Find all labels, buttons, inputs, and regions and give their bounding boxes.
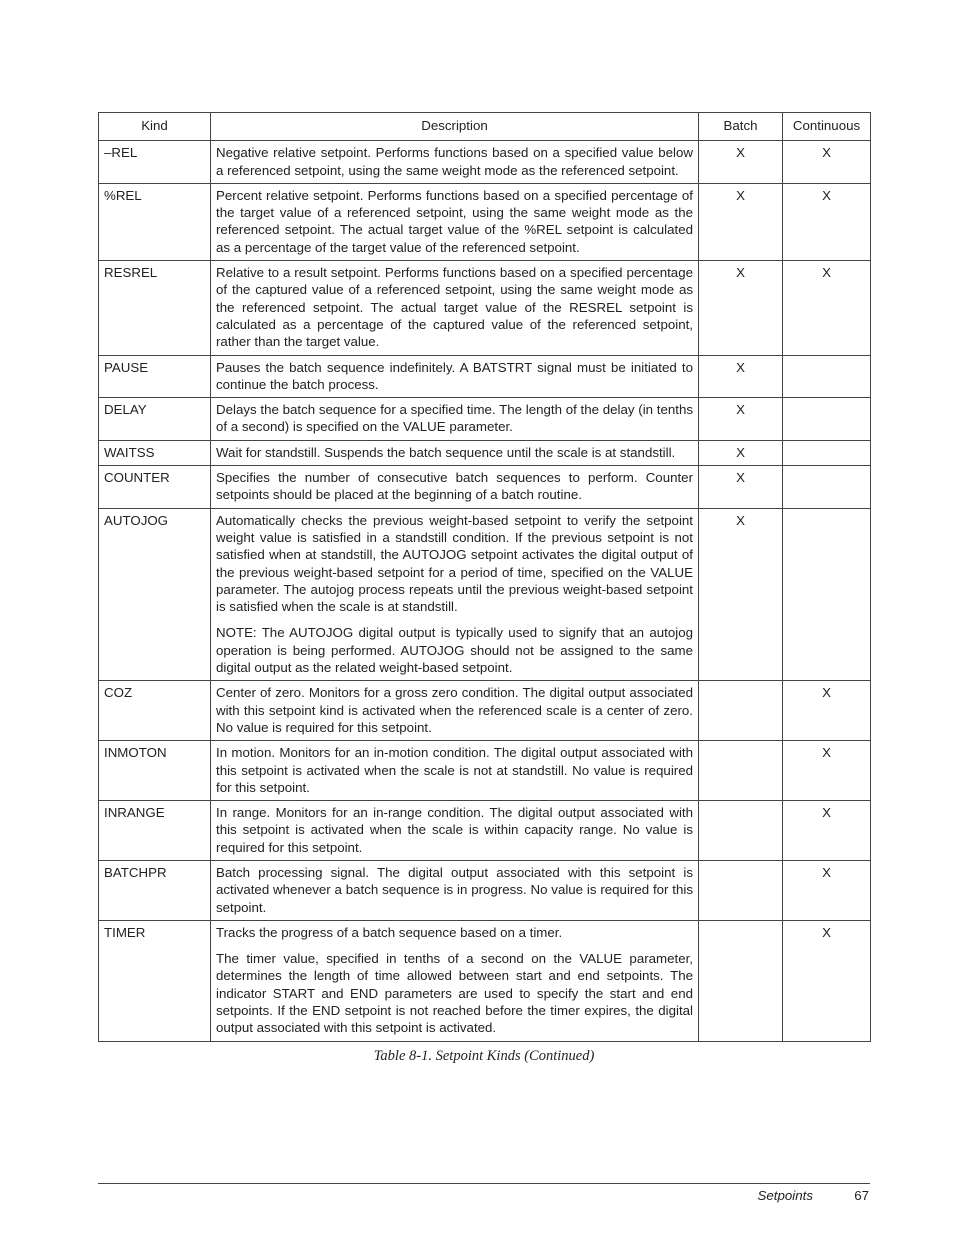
table-row xyxy=(99,261,871,355)
kind-cell: INRANGE xyxy=(99,801,211,861)
batch-mark: X xyxy=(699,440,783,465)
kind-cell: –REL xyxy=(99,141,211,184)
header-kind: Kind xyxy=(99,113,211,141)
batch-mark: X xyxy=(699,398,783,441)
description-cell xyxy=(211,141,699,184)
batch-mark: X xyxy=(699,261,783,355)
footer-page-number: 67 xyxy=(854,1188,869,1203)
continuous-mark: X xyxy=(783,141,871,184)
description-cell xyxy=(211,440,699,465)
continuous-mark xyxy=(783,355,871,398)
header-description: Description xyxy=(211,113,699,141)
description-paragraph: Specifies the number of consecutive batch sequences to perform. Counter setpoints should be placed at the beginning of a batch routine. xyxy=(216,470,693,503)
header-continuous: Continuous xyxy=(783,113,871,141)
description-paragraph: Pauses the batch sequence indefinitely. A BATSTRT signal must be initiated to continue the batch process. xyxy=(216,359,693,392)
continuous-mark: X xyxy=(783,801,871,861)
description-paragraph: Tracks the progress of a batch sequence based on a timer. xyxy=(216,924,563,940)
table-row xyxy=(99,681,871,741)
table-row xyxy=(99,398,871,441)
description-cell xyxy=(211,183,699,260)
description-cell xyxy=(211,681,699,741)
batch-mark: X xyxy=(699,183,783,260)
table-caption: Table 8-1. Setpoint Kinds (Continued) xyxy=(373,1048,595,1064)
table-row xyxy=(99,440,871,465)
table-body xyxy=(99,141,871,1041)
footer-rule xyxy=(98,1183,870,1184)
batch-mark: X xyxy=(699,466,783,509)
kind-cell: INMOTON xyxy=(99,741,211,801)
description-paragraph: Relative to a result setpoint. Performs functions based on a specified percentage of the captured value of a referenced setpoint, using the same weight mode as the referenced setpoint. The actual target value of the RESREL setpoint is calculated as a percentage of the captured value of the referenced setpoint, rather than the target value. xyxy=(216,265,693,350)
batch-mark xyxy=(699,920,783,1041)
batch-mark: X xyxy=(699,508,783,681)
description-paragraph: Negative relative setpoint. Performs functions based on a specified value below a referenced setpoint, using the same weight mode as the referenced setpoint. xyxy=(216,145,693,178)
continuous-mark xyxy=(783,398,871,441)
description-paragraph: In motion. Monitors for an in-motion condition. The digital output associated with this setpoint is activated when the scale is not at standstill. No value is required for this setpoint. xyxy=(216,745,693,795)
kind-cell: BATCHPR xyxy=(99,860,211,920)
table-row xyxy=(99,920,871,1041)
kind-cell: RESREL xyxy=(99,261,211,355)
description-paragraph: Center of zero. Monitors for a gross zero condition. The digital output associated with this setpoint kind is activated when the referenced scale is a center of zero. No value is required for this setpoint. xyxy=(216,685,693,735)
description-cell xyxy=(211,920,699,1041)
header-row xyxy=(99,113,871,141)
table-row xyxy=(99,183,871,260)
kind-cell: TIMER xyxy=(99,920,211,1041)
description-paragraph: In range. Monitors for an in-range condition. The digital output associated with this setpoint is activated when the scale is within capacity range. No value is required for this setpoint. xyxy=(216,805,693,855)
continuous-mark xyxy=(783,440,871,465)
table-header xyxy=(99,113,871,141)
description-paragraph: The timer value, specified in tenths of a second on the VALUE parameter, determines the length of time allowed between start and end setpoints. The indicator START and END parameters are used to specify the start and end setpoints. If the END setpoint is not reached before the timer expires, the digital output associated with this setpoint is activated. xyxy=(216,951,693,1036)
continuous-mark: X xyxy=(783,183,871,260)
description-cell xyxy=(211,261,699,355)
continuous-mark: X xyxy=(783,741,871,801)
table-row xyxy=(99,860,871,920)
continuous-mark: X xyxy=(783,261,871,355)
continuous-mark: X xyxy=(783,860,871,920)
table-row xyxy=(99,508,871,681)
kind-cell: PAUSE xyxy=(99,355,211,398)
setpoint-kinds-table xyxy=(98,112,871,1042)
batch-mark xyxy=(699,681,783,741)
batch-mark: X xyxy=(699,141,783,184)
table-row xyxy=(99,801,871,861)
table-row xyxy=(99,141,871,184)
description-cell xyxy=(211,508,699,681)
description-cell xyxy=(211,466,699,509)
continuous-mark: X xyxy=(783,681,871,741)
continuous-mark xyxy=(783,508,871,681)
description-cell xyxy=(211,398,699,441)
header-batch: Batch xyxy=(699,113,783,141)
kind-cell: %REL xyxy=(99,183,211,260)
description-cell xyxy=(211,741,699,801)
kind-cell: DELAY xyxy=(99,398,211,441)
table-row xyxy=(99,355,871,398)
kind-cell: AUTOJOG xyxy=(99,508,211,681)
description-paragraph: Percent relative setpoint. Performs functions based on a specified percentage of the target value of a referenced setpoint, using the same weight mode as the referenced setpoint. The actual target value of the %REL setpoint is calculated as a percentage of the target value of the referenced setpoint. xyxy=(216,187,693,255)
continuous-mark: X xyxy=(783,920,871,1041)
footer-section-title: Setpoints xyxy=(757,1188,813,1203)
description-cell xyxy=(211,355,699,398)
description-paragraph: Automatically checks the previous weight-based setpoint to verify the setpoint weight value is satisfied in a standstill condition. If the previous setpoint is not satisfied when at standstill, the AUTOJOG setpoint activates the digital output of the previous weight-based setpoint for a period of time, specified on the VALUE parameter. The autojog process repeats until the previous weight-based setpoint is satisfied when the scale is at standstill. xyxy=(216,512,693,615)
batch-mark xyxy=(699,741,783,801)
description-paragraph: Wait for standstill. Suspends the batch sequence until the scale is at standstill. xyxy=(216,444,676,460)
description-cell xyxy=(211,801,699,861)
continuous-mark xyxy=(783,466,871,509)
table-row xyxy=(99,466,871,509)
batch-mark xyxy=(699,801,783,861)
kind-cell: WAITSS xyxy=(99,440,211,465)
batch-mark: X xyxy=(699,355,783,398)
kind-cell: COUNTER xyxy=(99,466,211,509)
description-paragraph: NOTE: The AUTOJOG digital output is typically used to signify that an autojog operation is being performed. AUTOJOG should not be assigned to the same digital output as the related weight-based setpoint. xyxy=(216,625,693,676)
description-cell xyxy=(211,860,699,920)
batch-mark xyxy=(699,860,783,920)
description-paragraph: Batch processing signal. The digital output associated with this setpoint is activated whenever a batch sequence is in progress. No value is required for this setpoint. xyxy=(216,864,693,915)
table-row xyxy=(99,741,871,801)
kind-cell: COZ xyxy=(99,681,211,741)
description-paragraph: Delays the batch sequence for a specified time. The length of the delay (in tenths of a second) is specified on the VALUE parameter. xyxy=(216,402,693,435)
